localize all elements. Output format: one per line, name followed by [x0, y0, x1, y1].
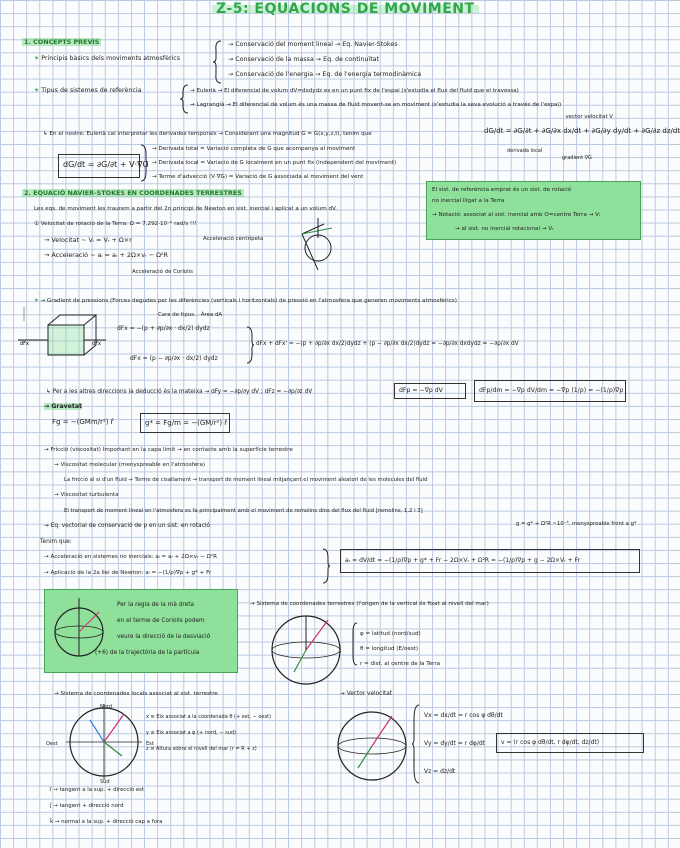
label-oest: Oest	[46, 741, 58, 747]
euleria-text: → Eulerià → El diferencial de volum dV=dxdydz es en un punt fix de l'espai (s'estudia el flux del fluid que el travessa)	[190, 88, 519, 94]
sistemes-label: ✶ Tipus de sistemes de referència	[34, 87, 142, 94]
coord-theta: θ = longitud (E/oest)	[360, 646, 419, 652]
x-eq2: dFx = (p − ∂p/∂x · dx/2) dydz	[130, 355, 218, 362]
gravetat-eq: Fg = −(GMm/r²) r̂	[52, 418, 114, 426]
coord-phi: φ = latitud (nord/sud)	[360, 631, 421, 637]
label-nord: Nord	[100, 704, 112, 710]
principis-brace	[213, 40, 223, 84]
friccio-heading: → Fricció (viscositat) Important en la capa límit → en contacte amb la superfície terrestre	[44, 447, 293, 453]
unit-k: k̂ → normal a la sup. + direcció cap a fora	[50, 819, 163, 825]
derivada-local-label: derivada local	[507, 148, 543, 154]
section-2-heading: 2. EQUACIÓ NAVIER-STOKES EN COORDENADES TERRESTRES	[24, 189, 242, 197]
section-1-heading: 1. CONCEPTS PREVIS	[24, 38, 100, 46]
en-el-nostre-text: ↳ En el nostre: Eulerià cal interpretar les derivades temporals → Considerant una magnitud G = G(x,y,z,t), tenim que	[43, 131, 372, 137]
sistemes-brace	[180, 84, 190, 114]
vector-velocitat-heading: → Vector velocitat	[340, 691, 393, 697]
velocity-diagram	[334, 706, 412, 784]
velocitat-rotacio: ① Velocitat de rotació de la Terra: Ω = 7,292·10⁻⁵ rad/s !!!	[34, 221, 197, 227]
principis-item-3: → Conservació de l'energia → Eq. de l'energia termodinàmica	[228, 71, 422, 78]
label-sud: Sud	[100, 779, 110, 785]
vel-z: Vz = dz/dt	[424, 768, 456, 775]
vel-y: Vy = dy/dt = r dφ/dt	[424, 740, 486, 747]
unit-i: î → tangent a la sup. + direcció est	[50, 787, 145, 793]
final-eq-box: aᵣ = dV/dt = −(1/ρ)∇p + g* + Fr − 2Ω×Vᵣ + Ω²R = −(1/ρ)∇p + g − 2Ω×Vᵣ + Fr	[340, 549, 640, 573]
principis-item-2: → Conservació de la massa → Eq. de continuïtat	[228, 56, 379, 63]
cara-label: Cara de tipus... Àrea dA	[158, 312, 223, 318]
velocity-result-box: v = (r cos φ dθ/dt, r dφ/dt, dz/dt)	[496, 733, 644, 753]
coord-r: r = dist. al centre de la Terra	[360, 661, 441, 667]
regla-ma-dreta-box: Per la regla de la mà dreta en el terme de Coriolis podem veure la direcció de la desviació (+6) de la trajectòria de la partícula	[44, 589, 238, 673]
x-eq1: dFx = −(p + ∂p/∂x · dx/2) dydz	[117, 325, 210, 332]
turbulenta-desc: El transport de moment lineal en l'atmosfera es fa principalment amb el moviment de remolins dins del flux del fluid [remolins, 1,2 i 3]	[64, 508, 423, 514]
x-total: dFx + dFx' = −(p + ∂p/∂x dx/2)dydz + (p − ∂p/∂x dx/2)dydz = −∂p/∂x dxdydz = −∂p/∂x dV	[256, 341, 519, 347]
lagrangia-text: → Lagrangià → El diferencial de volum és una massa de fluid movent-se en moviment (s'estudia la seva evolució a través de l'espai)	[190, 102, 562, 108]
svg-text:dFx: dFx	[20, 341, 30, 347]
vel-x: Vx = dx/dt = r cos φ dθ/dt	[424, 712, 503, 719]
sistema-local-heading: → Sistema de coordenades locals associat al sist. terrestre	[54, 691, 218, 697]
eq-vectorial-heading: → Eq. vectorial de conservació de p en un sist. en rotació	[44, 523, 210, 529]
gravetat-heading: → Gravetat	[44, 403, 82, 410]
local-y: y ≡ Eix associat a φ (+ nord, − sud)	[146, 730, 237, 736]
viscositat-turbulenta: → Viscositat turbulenta	[54, 492, 119, 498]
friccio-desc: La fricció al si d'un fluid → Terme de cisallament → transport de moment lineal mitjançant el moviment aleatori de les molècules del fluid	[64, 477, 428, 483]
acc-rotacio: → Acceleració en sistemes no inercials: aᵢ = aᵣ + 2Ω×vᵣ − Ω²R	[44, 554, 218, 560]
pressure-cube-diagram	[18, 307, 108, 377]
acc-centripeta-label: Acceleració centrípeta	[203, 236, 264, 242]
g-note: g = g* + Ω²R ~10⁻³, menyspreable front a g*	[516, 521, 637, 527]
velocitat-eq: → Velocitat ~ Vᵢ = Vᵣ + Ω×r	[44, 236, 132, 244]
principis-item-1: → Conservació del moment lineal → Eq. Navier-Stokes	[228, 41, 398, 48]
earth-rotation-sketch	[288, 218, 348, 278]
altres-direccions: ↳ Per a les altres direccions la deducció és la mateixa → dFy = −∂p/∂y dV ; dFz = −∂p/∂z dV	[46, 389, 313, 395]
x-brace	[246, 326, 254, 364]
gradient-heading: ✶ → Gradient de pressions (Forces degudes per les diferències (verticals i horitzontals) de pressió en l'atmosfera que generen moviments atmosfèrics)	[34, 298, 457, 304]
local-z: z ≡ Altura sobre el nivell del mar (r = R + z)	[146, 746, 257, 752]
final-brace	[322, 548, 330, 584]
derivative-brace	[140, 144, 148, 182]
acc-coriolis-label: Acceleració de Coriolis	[132, 269, 193, 275]
total-derivative-eq: dG/dt = ∂G/∂t + ∂G/∂x dx/dt + ∂G/∂y dy/dt + ∂G/∂z dz/dt	[484, 127, 680, 135]
result-box-2: dFp/dm = −∇p dV/dm = −∇p (1/ρ) = −(1/ρ)∇p	[474, 380, 626, 402]
boxed-derivative-eq: dG/dt = ∂G/∂t + V·∇G	[58, 154, 140, 178]
gradient-label: gradient ∇G	[562, 155, 592, 161]
terme-adveccio-text: → Terme d'advecció (V·∇G) = Variació de G associada al moviment del vent	[152, 174, 364, 180]
page-title: Z-5: EQUACIONS DE MOVIMENT	[212, 5, 479, 13]
local-coord-diagram	[64, 700, 144, 782]
sistema-coord-heading: → Sistema de coordenades terrestres (l'origen de la vertical és fixat al nivell del mar)	[250, 601, 489, 607]
label-est: Est	[146, 741, 154, 747]
terrestrial-coord-diagram	[268, 608, 348, 688]
result-box-1: dFp = −∇p dV	[394, 383, 466, 399]
tenim-que: Tenim que:	[40, 539, 72, 545]
viscositat-molecular: → Viscositat molecular (menyspreable en l'atmosfera)	[54, 462, 206, 468]
aplicacio-newton: → Aplicació de la 2a llei de Newton: aᵢ = −(1/ρ)∇p + g* + Fr	[44, 570, 212, 576]
referencia-green-box: El sist. de referència emprat és un sist. de rotació no inercial lligat a la Terra → Notació: associat al sist. inercial amb O=centre Terra → Vᵢ → al sist. no inercial rotacional → Vᵣ	[426, 181, 641, 240]
unit-j: ĵ → tangent + direcció nord	[50, 803, 124, 809]
local-x: x ≡ Eix associat a la coordenada θ (+ est, − oest)	[146, 714, 271, 720]
sec2-intro: Les eqs. de moviment les traurem a partir del 2n principi de Newton en sist. inercial i aplicat a un volum dV.	[34, 206, 337, 212]
principis-label: ✶ Principis bàsics dels moviments atmosfèrics	[34, 55, 181, 62]
derivada-local-text: → Derivada local = Variació de G localment en un punt fix (independent del moviment)	[152, 160, 397, 166]
velocity-brace	[412, 704, 420, 784]
derivada-total-text: → Derivada total = Variació completa de G que acompanya al moviment	[152, 146, 356, 152]
acceleracio-eq: → Acceleració ~ aᵢ = aᵣ + 2Ω×vᵣ − Ω²R	[44, 251, 168, 259]
svg-text:dFx: dFx	[92, 341, 102, 347]
coord-brace	[352, 622, 358, 666]
vector-velocitat-label: vector velocitat V	[565, 114, 613, 120]
gravetat-box: g* = Fg/m = −(GM/r²) r̂	[140, 413, 230, 433]
